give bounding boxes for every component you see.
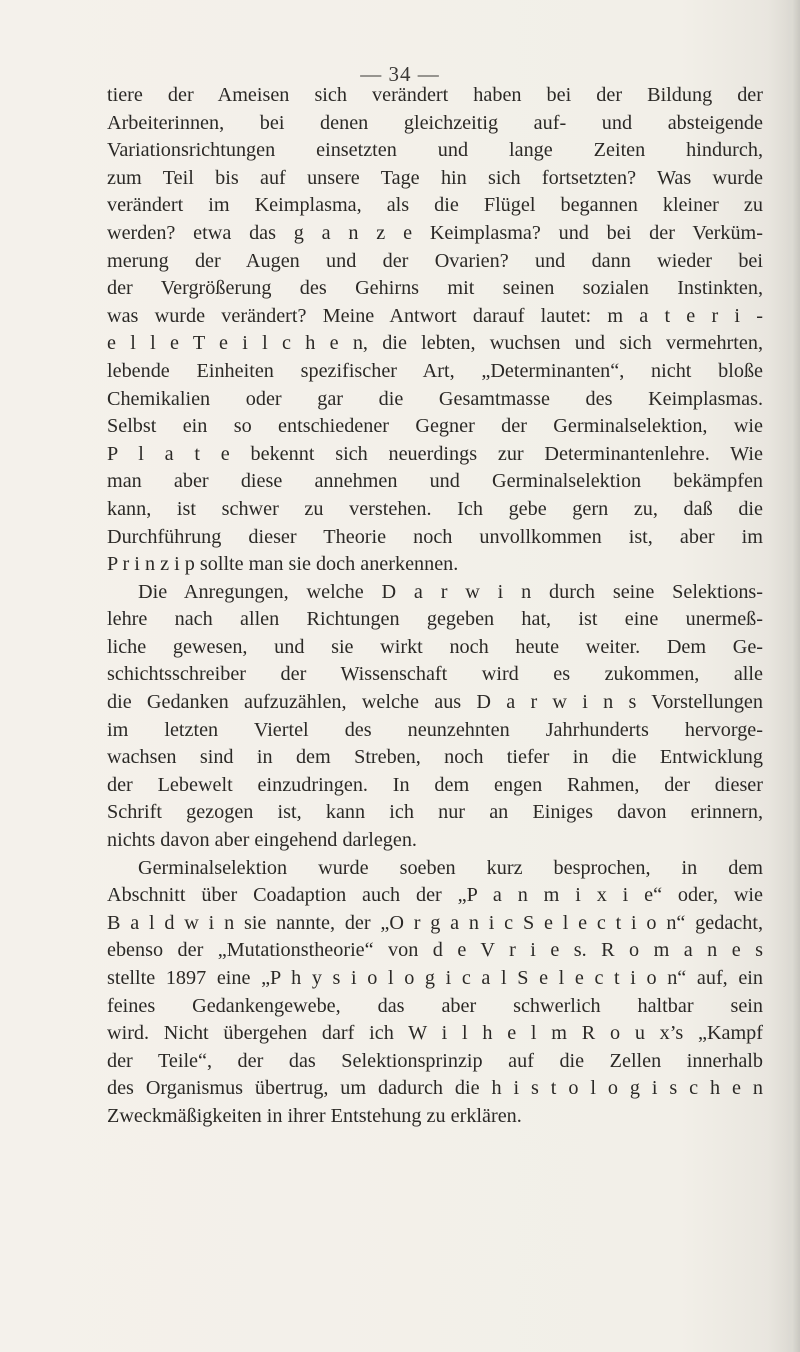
text-line: ebenso der „Mutationstheorie“ von d e V r i e s. R o m a n e s: [107, 939, 763, 962]
text-line: kann, ist schwer zu verstehen. Ich gebe gern zu, daß die: [107, 497, 763, 520]
text-line: im letzten Viertel des neunzehnten Jahrhunderts hervorge-: [107, 718, 763, 741]
text-line: Variationsrichtungen einsetzten und lange Zeiten hindurch,: [107, 139, 763, 162]
text-line: nichts davon aber eingehend darlegen.: [107, 829, 417, 852]
text-line: Abschnitt über Coadaption auch der „P a n m i x i e“ oder, wie: [107, 884, 763, 907]
text-line: merung der Augen und der Ovarien? und dann wieder bei: [107, 249, 763, 272]
text-line: lebende Einheiten spezifischer Art, „Determinanten“, nicht bloße: [107, 359, 763, 382]
text-line: feines Gedankengewebe, das aber schwerlich haltbar sein: [107, 994, 763, 1017]
text-line: P l a t e bekennt sich neuerdings zur Determinantenlehre. Wie: [107, 442, 763, 465]
text-line: der Teile“, der das Selektionsprinzip auf die Zellen innerhalb: [107, 1049, 763, 1072]
body-text: [107, 82, 763, 1131]
text-line: wachsen sind in dem Streben, noch tiefer in die Entwicklung: [107, 746, 763, 769]
text-line: tiere der Ameisen sich verändert haben bei der Bildung der: [107, 84, 763, 106]
text-line: P r i n z i p sollte man sie doch anerkennen.: [107, 553, 459, 576]
text-line: des Organismus übertrug, um dadurch die h i s t o l o g i s c h e n: [107, 1077, 763, 1100]
text-line: Arbeiterinnen, bei denen gleichzeitig auf- und absteigende: [107, 111, 763, 134]
text-line: Chemikalien oder gar die Gesamtmasse des Keimplasmas.: [107, 387, 763, 410]
text-line: e l l e T e i l c h e n, die lebten, wuchsen und sich vermehrten,: [107, 332, 763, 355]
text-line: lehre nach allen Richtungen gegeben hat, ist eine unermeß-: [107, 608, 763, 631]
page-number: — 34 —: [360, 62, 440, 86]
text-line: Die Anregungen, welche D a r w i n durch seine Selektions-: [138, 580, 763, 603]
text-line: werden? etwa das g a n z e Keimplasma? und bei der Verküm-: [107, 221, 763, 244]
text-line: die Gedanken aufzuzählen, welche aus D a r w i n s Vorstellungen: [107, 691, 763, 714]
text-line: liche gewesen, und sie wirkt noch heute weiter. Dem Ge-: [107, 635, 763, 658]
text-line: man aber diese annehmen und Germinalselektion bekämpfen: [107, 470, 763, 493]
text-line: verändert im Keimplasma, als die Flügel begannen kleiner zu: [107, 194, 763, 217]
text-line: stellte 1897 eine „P h y s i o l o g i c a l S e l e c t i o n“ auf, ein: [107, 967, 763, 989]
page-edge-shadow: [786, 0, 800, 1352]
text-line: Durchführung dieser Theorie noch unvollkommen ist, aber im: [107, 525, 763, 548]
text-line: B a l d w i n sie nannte, der „O r g a n i c S e l e c t i o n“ gedacht,: [107, 911, 763, 934]
text-line: was wurde verändert? Meine Antwort darauf lautet: m a t e r i -: [107, 304, 763, 327]
text-line: Schrift gezogen ist, kann ich nur an Einiges davon erinnern,: [107, 801, 763, 824]
text-line: wird. Nicht übergehen darf ich W i l h e l m R o u x’s „Kampf: [107, 1022, 763, 1045]
text-line: Selbst ein so entschiedener Gegner der Germinalselektion, wie: [107, 415, 763, 438]
text-line: Germinalselektion wurde soeben kurz besprochen, in dem: [138, 856, 763, 879]
text-line: Zweckmäßigkeiten in ihrer Entstehung zu erklären.: [107, 1104, 522, 1127]
text-line: der Lebewelt einzudringen. In dem engen Rahmen, der dieser: [107, 773, 763, 796]
text-line: schichtsschreiber der Wissenschaft wird es zukommen, alle: [107, 663, 763, 686]
text-line: der Vergrößerung des Gehirns mit seinen sozialen Instinkten,: [107, 277, 763, 300]
text-line: zum Teil bis auf unsere Tage hin sich fortsetzten? Was wurde: [107, 166, 763, 189]
